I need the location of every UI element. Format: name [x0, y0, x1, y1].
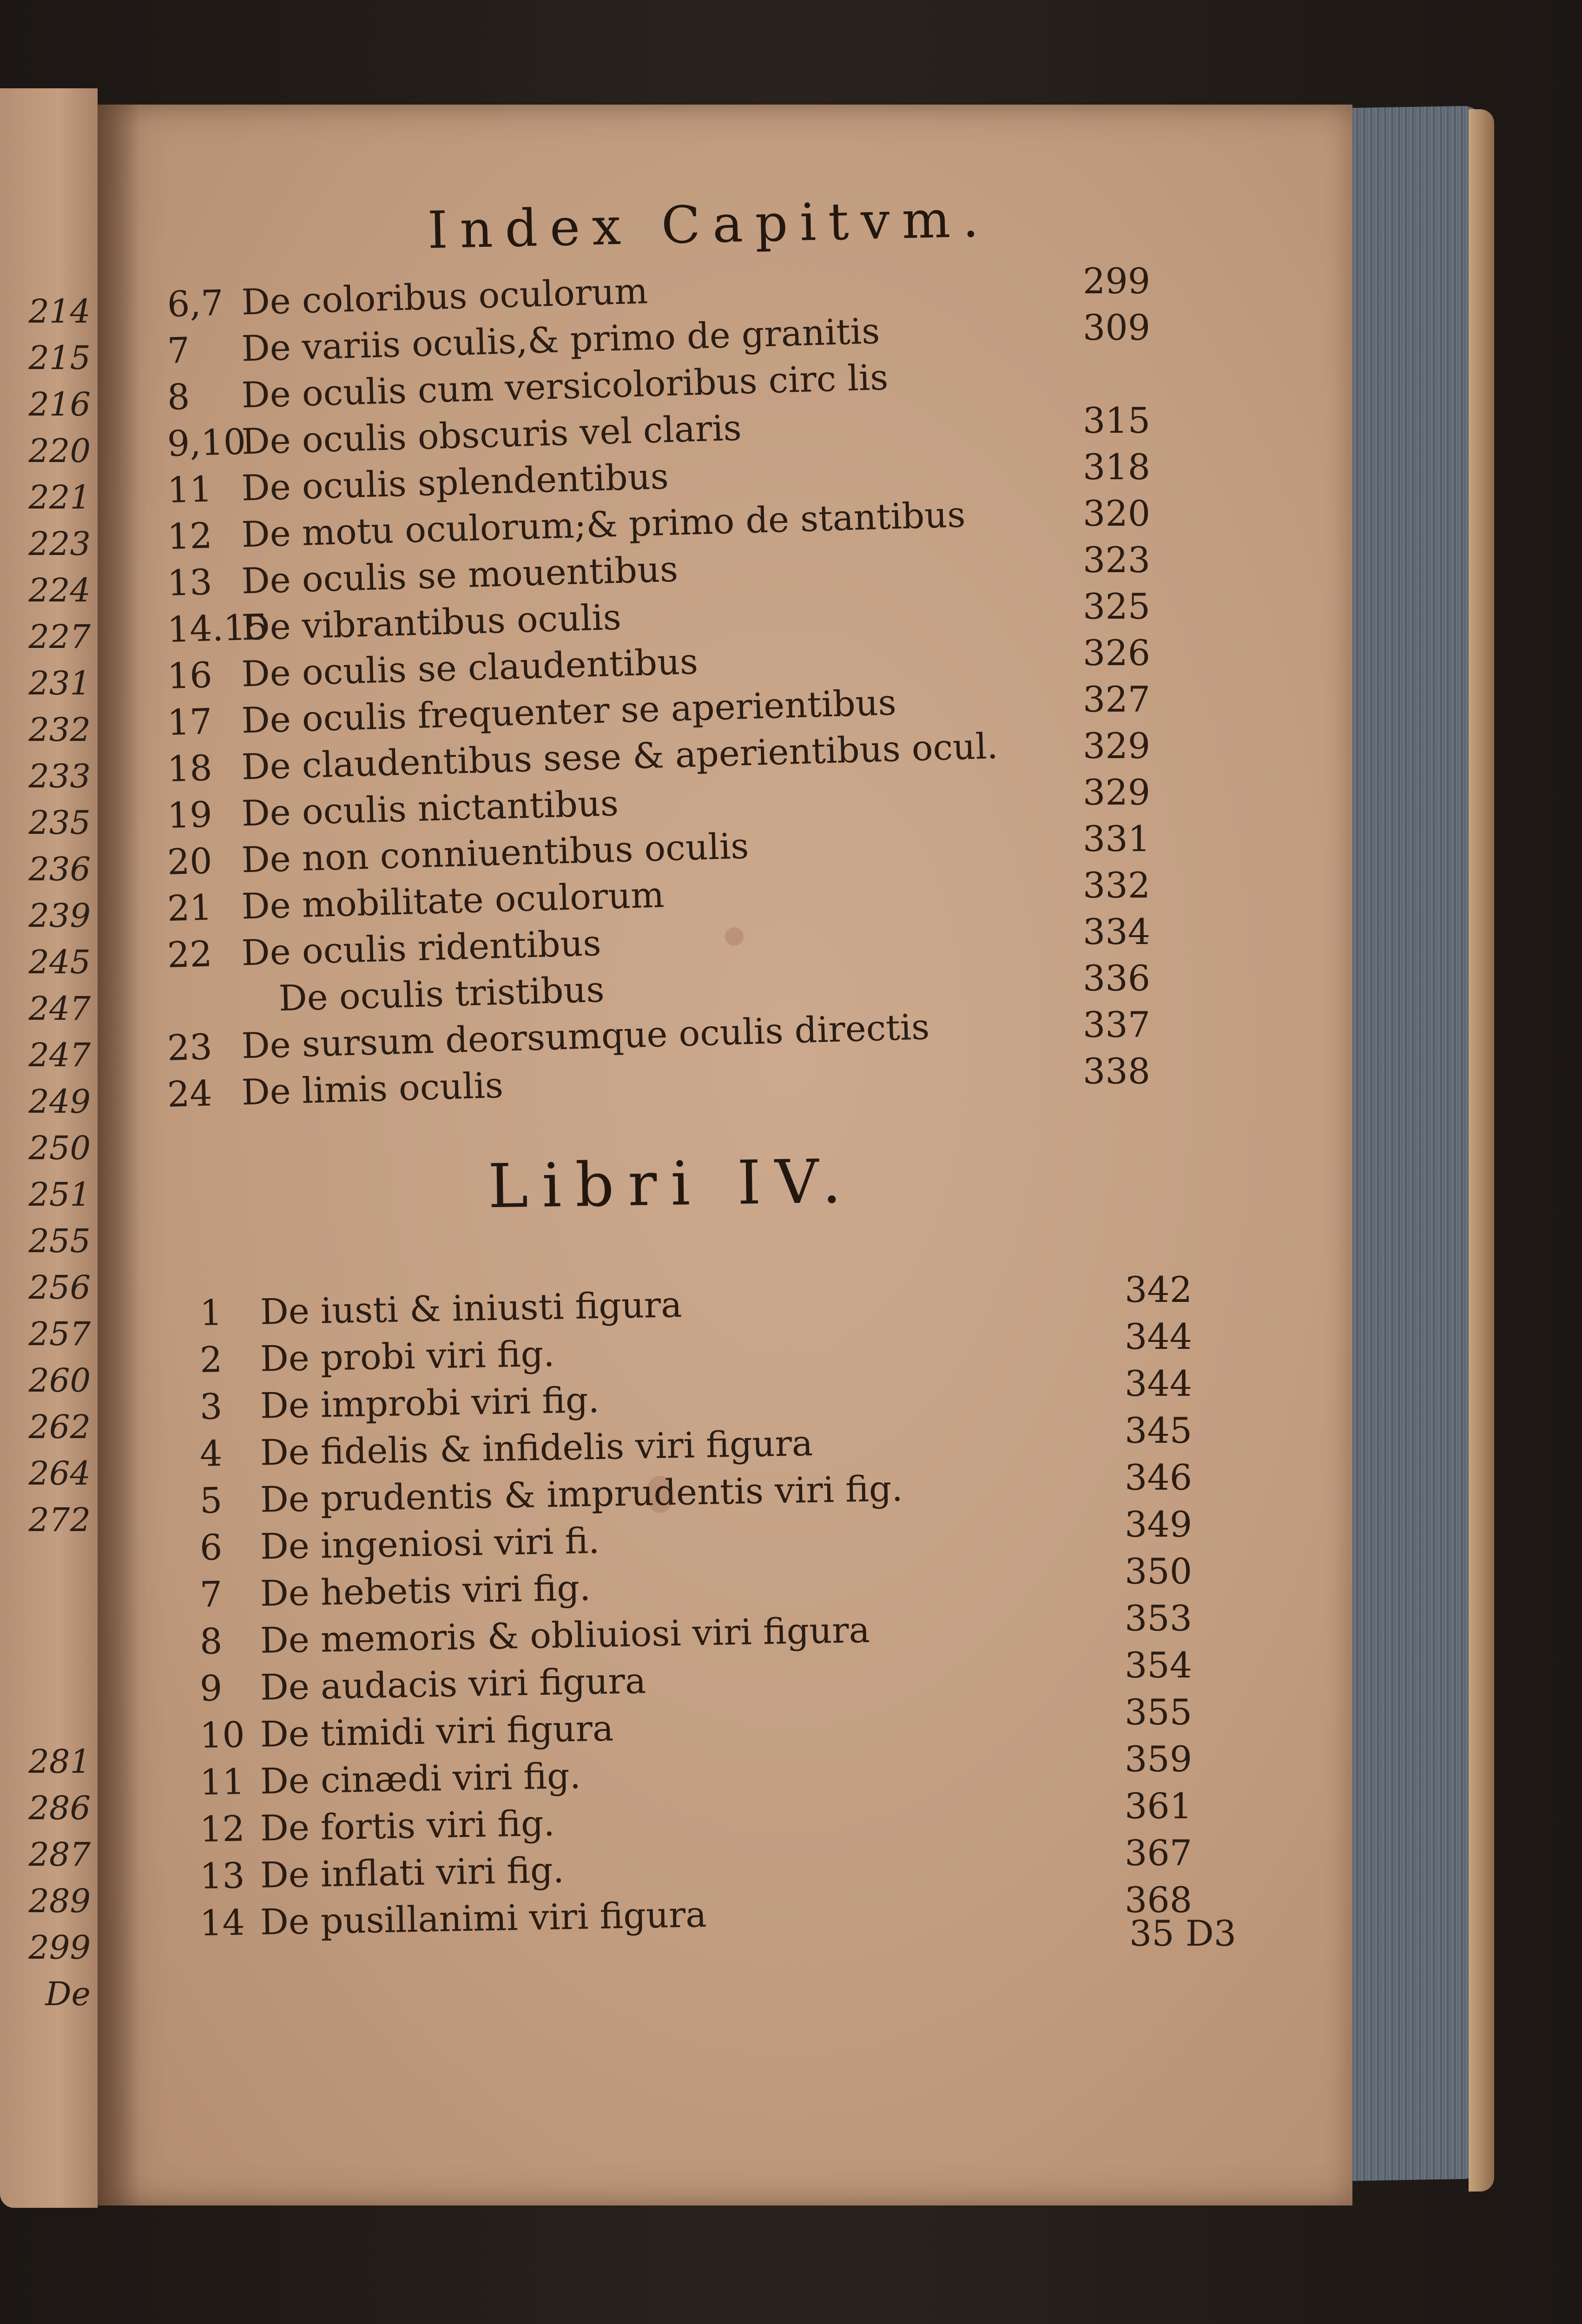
entry-number: 8	[166, 376, 191, 418]
edge-number: 247	[28, 990, 91, 1028]
entry-title: De oculis splendentibus	[241, 455, 669, 509]
edge-number: 250	[28, 1129, 91, 1167]
entry-page-number: 349	[1125, 1504, 1193, 1545]
entry-number: 6	[199, 1526, 223, 1568]
entry-page-number: 336	[1083, 957, 1151, 999]
entry-page-number: 334	[1083, 911, 1151, 952]
entry-number: 12	[199, 1808, 245, 1850]
page-stack-edge	[1338, 106, 1483, 2181]
entry-title: De fidelis & infidelis viri figura	[260, 1422, 813, 1473]
edge-number: 227	[28, 618, 91, 656]
entry-number: 13	[199, 1855, 245, 1897]
entry-title: De mobilitate oculorum	[241, 874, 665, 927]
entry-number: 20	[166, 840, 213, 883]
edge-number: 220	[28, 432, 91, 470]
edge-number: 216	[28, 385, 91, 423]
entry-number: 11	[166, 468, 213, 511]
edge-number: 256	[28, 1268, 91, 1307]
entry-number: 3	[199, 1386, 223, 1427]
edge-number: 299	[28, 1928, 91, 1967]
edge-number: 235	[28, 804, 91, 842]
entry-number: 22	[166, 933, 213, 976]
edge-number: 221	[28, 478, 91, 516]
entry-title: De memoris & obliuiosi viri figura	[260, 1609, 870, 1661]
entry-page-number: 353	[1125, 1598, 1193, 1639]
entry-title: De oculis obscuris vel claris	[241, 407, 742, 462]
edge-number: 272	[28, 1501, 91, 1539]
edge-number: 249	[28, 1083, 91, 1121]
edge-number: 257	[28, 1315, 91, 1353]
entry-number: 16	[166, 654, 213, 697]
entry-number: 4	[199, 1433, 223, 1474]
edge-number: 247	[28, 1036, 91, 1074]
entry-number: 2	[199, 1339, 223, 1380]
edge-number: 289	[28, 1882, 91, 1920]
edge-gap	[0, 1543, 91, 1738]
entry-title: De limis oculis	[241, 1064, 504, 1113]
gutter-shadow	[98, 105, 139, 2205]
entry-page-number: 345	[1125, 1410, 1193, 1451]
cover-edge	[1469, 109, 1494, 2192]
entry-title: De oculis frequenter se aperientibus	[241, 681, 897, 741]
entry-title: De sursum deorsumque oculis directis	[241, 1006, 930, 1067]
entry-title: De audacis viri figura	[260, 1660, 646, 1708]
edge-number: 233	[28, 757, 91, 795]
entry-title: De iusti & iniusti figura	[260, 1283, 683, 1333]
entry-page-number: 338	[1083, 1050, 1151, 1092]
entry-number: 9,10	[166, 421, 247, 464]
entry-page-number: 344	[1125, 1363, 1193, 1404]
entry-title: De oculis se claudentibus	[241, 640, 699, 695]
entry-title: De non conniuentibus oculis	[241, 825, 750, 881]
entry-title: De oculis se mouentibus	[241, 548, 679, 602]
entry-number: 17	[166, 700, 213, 743]
entry-number: 19	[166, 793, 213, 836]
entry-title: De oculis tristibus	[278, 968, 605, 1019]
entry-page-number: 368	[1125, 1879, 1193, 1921]
edge-number: 287	[28, 1835, 91, 1874]
entry-title: De oculis ridentibus	[241, 922, 602, 974]
entry-number: 21	[166, 886, 213, 929]
entry-title: De oculis nictantibus	[241, 782, 619, 834]
entry-page-number: 344	[1125, 1316, 1193, 1357]
edge-number: De	[45, 1975, 91, 2013]
entry-page-number: 342	[1125, 1269, 1193, 1310]
entry-title: De coloribus oculorum	[241, 270, 649, 323]
entry-page-number: 361	[1125, 1785, 1193, 1827]
paper-stain	[725, 927, 744, 946]
section-heading: Libri IV.	[487, 1146, 856, 1222]
entry-title: De motu oculorum;& primo de stantibus	[241, 494, 966, 555]
edge-number: 214	[28, 292, 91, 330]
edge-number: 262	[28, 1408, 91, 1446]
entry-number: 8	[199, 1620, 223, 1662]
edge-number: 223	[28, 525, 91, 563]
entry-page-number: 367	[1125, 1832, 1193, 1874]
entry-number: 10	[199, 1714, 245, 1756]
entry-page-number: 325	[1083, 586, 1151, 627]
entry-title: De claudentibus sese & aperientibus ocul.	[241, 725, 999, 788]
entry-number: 1	[199, 1292, 223, 1334]
entry-title: De oculis cum versicoloribus circ lis	[241, 356, 889, 416]
entry-page-number: 318	[1083, 446, 1151, 488]
edge-number: 245	[28, 943, 91, 981]
edge-number: 236	[28, 850, 91, 888]
edge-number: 281	[28, 1743, 91, 1781]
entry-page-number: 354	[1125, 1644, 1193, 1686]
entry-page-number: 323	[1083, 539, 1151, 581]
left-page-numbers	[0, 288, 91, 2017]
entry-title: De improbi viri fig.	[260, 1379, 600, 1426]
edge-number: 286	[28, 1789, 91, 1827]
entry-title: De fortis viri fig.	[260, 1802, 555, 1849]
entry-title: De hebetis viri fig.	[260, 1567, 591, 1614]
entry-number: 23	[166, 1026, 213, 1069]
edge-number: 260	[28, 1361, 91, 1400]
entry-title: De probi viri fig.	[260, 1333, 555, 1380]
entry-title: De vibrantibus oculis	[241, 596, 622, 648]
edge-number: 231	[28, 664, 91, 702]
entry-number: 6,7	[166, 282, 224, 325]
entry-number: 13	[166, 561, 213, 604]
entry-page-number: 327	[1083, 679, 1151, 720]
entry-number: 5	[199, 1479, 223, 1521]
edge-number: 232	[28, 711, 91, 749]
left-page-edge	[0, 88, 98, 2208]
catchword: 35 D3	[1129, 1913, 1237, 1954]
page-header: Index Capitvm.	[427, 189, 991, 260]
entry-number: 14.15	[166, 606, 269, 650]
entry-title: De variis oculis,& primo de granitis	[241, 310, 881, 370]
edge-number: 251	[28, 1175, 91, 1214]
entry-page-number: 309	[1083, 307, 1151, 348]
entry-number: 18	[166, 747, 213, 790]
edge-number: 239	[28, 897, 91, 935]
entry-page-number: 329	[1083, 725, 1151, 766]
entry-page-number: 350	[1125, 1551, 1193, 1592]
entry-page-number: 329	[1083, 772, 1151, 813]
entry-page-number: 331	[1083, 818, 1151, 859]
entry-page-number: 320	[1083, 493, 1151, 534]
entry-number: 9	[199, 1667, 223, 1709]
edge-number: 264	[28, 1454, 91, 1492]
entry-number: 11	[199, 1761, 245, 1803]
entry-page-number: 315	[1083, 400, 1151, 441]
entry-title: De cinædi viri fig.	[260, 1755, 581, 1802]
entry-page-number: 355	[1125, 1691, 1193, 1733]
entry-title: De timidi viri figura	[260, 1707, 614, 1755]
entry-page-number: 337	[1083, 1004, 1151, 1045]
edge-number: 224	[28, 571, 91, 609]
entry-number: 12	[166, 515, 213, 557]
entry-title: De prudentis & imprudentis viri fig.	[260, 1467, 903, 1520]
entry-page-number: 299	[1083, 260, 1151, 302]
entry-number: 24	[166, 1072, 213, 1115]
edge-number: 215	[28, 339, 91, 377]
edge-number: 255	[28, 1222, 91, 1260]
entry-title: De ingeniosi viri fi.	[260, 1519, 600, 1567]
entry-title: De pusillanimi viri figura	[260, 1893, 707, 1943]
entry-number: 7	[166, 329, 191, 371]
entry-number: 7	[199, 1573, 223, 1615]
entry-page-number: 359	[1125, 1738, 1193, 1780]
entry-title: De inflati viri fig.	[260, 1849, 565, 1896]
entry-number: 14	[199, 1901, 245, 1944]
entry-page-number: 332	[1083, 865, 1151, 906]
entry-page-number: 346	[1125, 1457, 1193, 1498]
entry-page-number: 326	[1083, 632, 1151, 673]
